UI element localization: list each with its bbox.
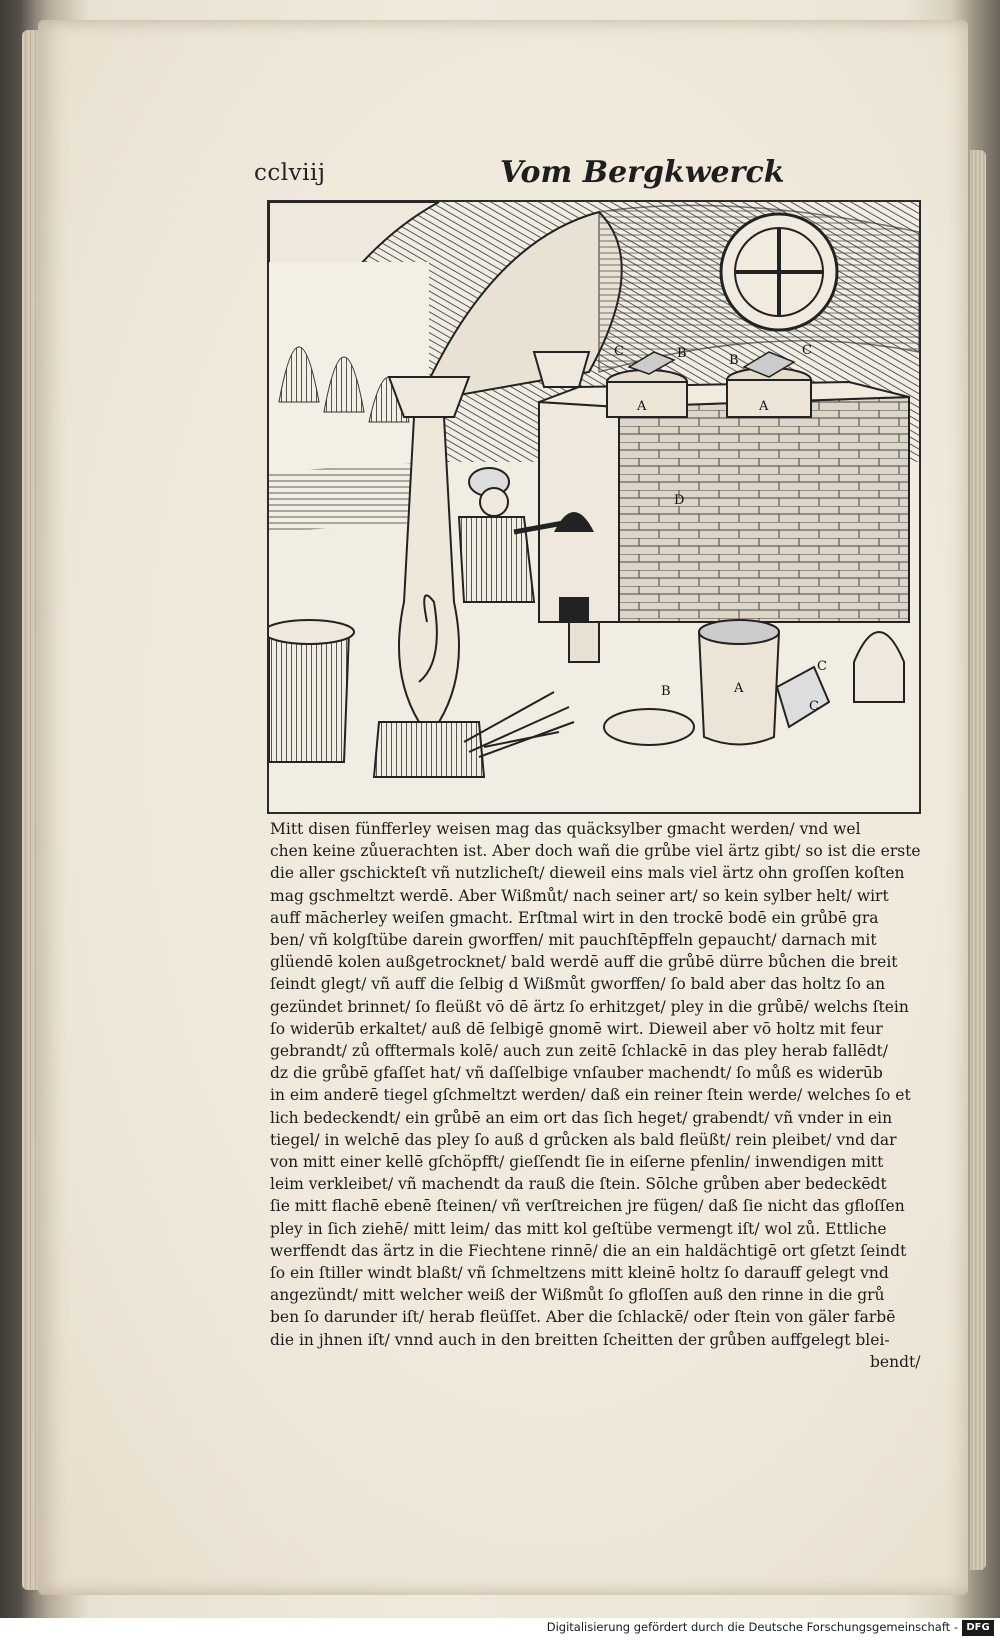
- column-capital: [389, 377, 469, 417]
- text-line: ben/ vñ kolgſtübe darein gworffen/ mit pauchſtēpffeln gepaucht/ darnach mit: [270, 931, 877, 950]
- floor-lid-c: [777, 667, 829, 727]
- label-b-right: B: [729, 353, 739, 368]
- text-line: tiegel/ in welchē das pley ſo auß d grůcken als bald fleüßt/ rein pleibet/ vnd dar: [270, 1130, 897, 1149]
- text-line: pley in ſich ziehē/ mitt leim/ das mitt kol geſtübe vermengt iſt/ wol zů. Ettliche: [270, 1219, 887, 1238]
- text-line: in eim anderē tiegel gſchmeltzt werden/ daß ein reiner ſtein werde/ welches ſo et: [270, 1086, 911, 1105]
- text-line: von mitt einer kellē gſchöpfft/ gieſſendt ſie in eiſerne pfenlin/ inwendigen mitt: [270, 1153, 884, 1172]
- text-line: gezündet brinnet/ ſo fleüßt vō dē ärtz ſo erhitzget/ pley in die grůbē/ welchs ſtein: [270, 997, 909, 1016]
- text-line: ſeindt glegt/ vñ auff die ſelbig d Wißmůt gworffen/ ſo bald aber das holtz ſo an: [270, 975, 886, 994]
- label-a-left: A: [637, 399, 647, 414]
- firewood-pile: [464, 692, 574, 757]
- label-c-right: C: [802, 343, 812, 358]
- label-b-left: B: [677, 346, 687, 361]
- furnace-side: [619, 397, 909, 622]
- running-head: Vom Bergkwerck: [500, 155, 785, 190]
- folio-number: cclviij: [254, 160, 326, 186]
- label-c-floor-bottom: C: [809, 699, 819, 714]
- text-line: ben ſo darunder iſt/ herab fleüſſet. Aber die ſchlackē/ oder ſtein von gäler farbē: [270, 1308, 896, 1327]
- pier-capital: [534, 352, 589, 387]
- footer-credit: Digitalisierung gefördert durch die Deutsche Forschungsgemeinschaft -: [546, 1620, 958, 1634]
- label-a-floor: A: [734, 681, 744, 696]
- label-a-right: A: [759, 399, 769, 414]
- text-line: angezündt/ mitt welcher weiß der Wißmůt ſo gfloſſen auß den rinne in die grů: [270, 1286, 885, 1305]
- furnace-front: [539, 402, 619, 622]
- label-d-furnace: D: [674, 493, 685, 508]
- woodcut-svg: [269, 202, 919, 812]
- text-line: Mitt disen fünfferley weisen mag das quäcksylber gmacht werden/ vnd wel: [270, 820, 861, 838]
- page-stack-right: [970, 150, 986, 1570]
- floor-ring-b: [604, 709, 694, 745]
- wooden-tub: [269, 632, 349, 762]
- floor-dome: [854, 632, 904, 702]
- text-line: auff mācherley weiſen gmacht. Erſtmal wirt in den trockē bodē ein grůbē gra: [270, 908, 879, 927]
- text-line: bendt/: [870, 1352, 921, 1371]
- crucible-left: [607, 382, 687, 417]
- worker-head: [480, 488, 508, 516]
- body-text: [270, 818, 945, 1373]
- text-line: die aller gschickteſt vñ nutzlicheſt/ dieweil eins mals viel ärtz ohn groſſen koſten: [270, 864, 905, 883]
- text-line: die in jhnen iſt/ vnnd auch in den breitten ſcheitten der grůben auffgelegt blei-: [270, 1330, 890, 1349]
- text-line: chen keine zůuerachten ist. Aber doch wañ die grůbe viel ärtz gibt/ so ist die erste: [270, 842, 921, 861]
- floor-mold: [569, 622, 599, 662]
- label-c-floor-top: C: [817, 659, 827, 674]
- text-line: gebrandt/ zů offtermals kolē/ auch zun zeitē ſchlackē in das pley herab fallēdt/: [270, 1042, 888, 1061]
- label-b-floor: B: [661, 684, 671, 699]
- column-base: [374, 722, 484, 777]
- ground-hill: [269, 462, 429, 532]
- woodcut-illustration: [267, 200, 921, 814]
- text-line: ſie mitt flachē ebenē ſteinen/ vñ verſtreichen jre fügen/ daß ſie nicht das gfloſſen: [270, 1197, 905, 1216]
- text-line: lich bedeckendt/ ein grůbē an eim ort das ſich heget/ grabendt/ vñ vnder in ein: [270, 1108, 893, 1127]
- text-line: glüendē kolen außgetrocknet/ bald werdē auff die grůbē dürre bůchen die breit: [270, 953, 898, 972]
- crucible-right: [727, 380, 811, 417]
- text-line: leim verkleibet/ vñ machendt da rauß die ſtein. Sōlche grůben aber bedeckēdt: [270, 1175, 887, 1194]
- text-line: werffendt das ärtz in die Fiechtene rinnē/ die an ein haldächtigē ort gſetzt ſeindt: [270, 1241, 907, 1260]
- text-line: dz die grůbē gfaſſet hat/ vñ daſſelbige vnſauber machendt/ ſo můß es widerūb: [270, 1064, 883, 1083]
- text-line: ſo widerūb erkaltet/ auß dē ſelbigē gnomē wirt. Dieweil aber vō holtz mit feur: [270, 1019, 883, 1038]
- text-line: mag gschmeltzt werdē. Aber Wißmůt/ nach seiner art/ so kein sylber helt/ wirt: [270, 886, 889, 905]
- furnace-ash-hole: [559, 597, 589, 622]
- text-line: ſo ein ſtiller windt blaßt/ vñ ſchmeltzens mitt kleinē holtz ſo darauff gelegt vnd: [270, 1264, 889, 1283]
- label-c-left: C: [614, 344, 624, 359]
- dfg-logo: DFG: [962, 1620, 994, 1636]
